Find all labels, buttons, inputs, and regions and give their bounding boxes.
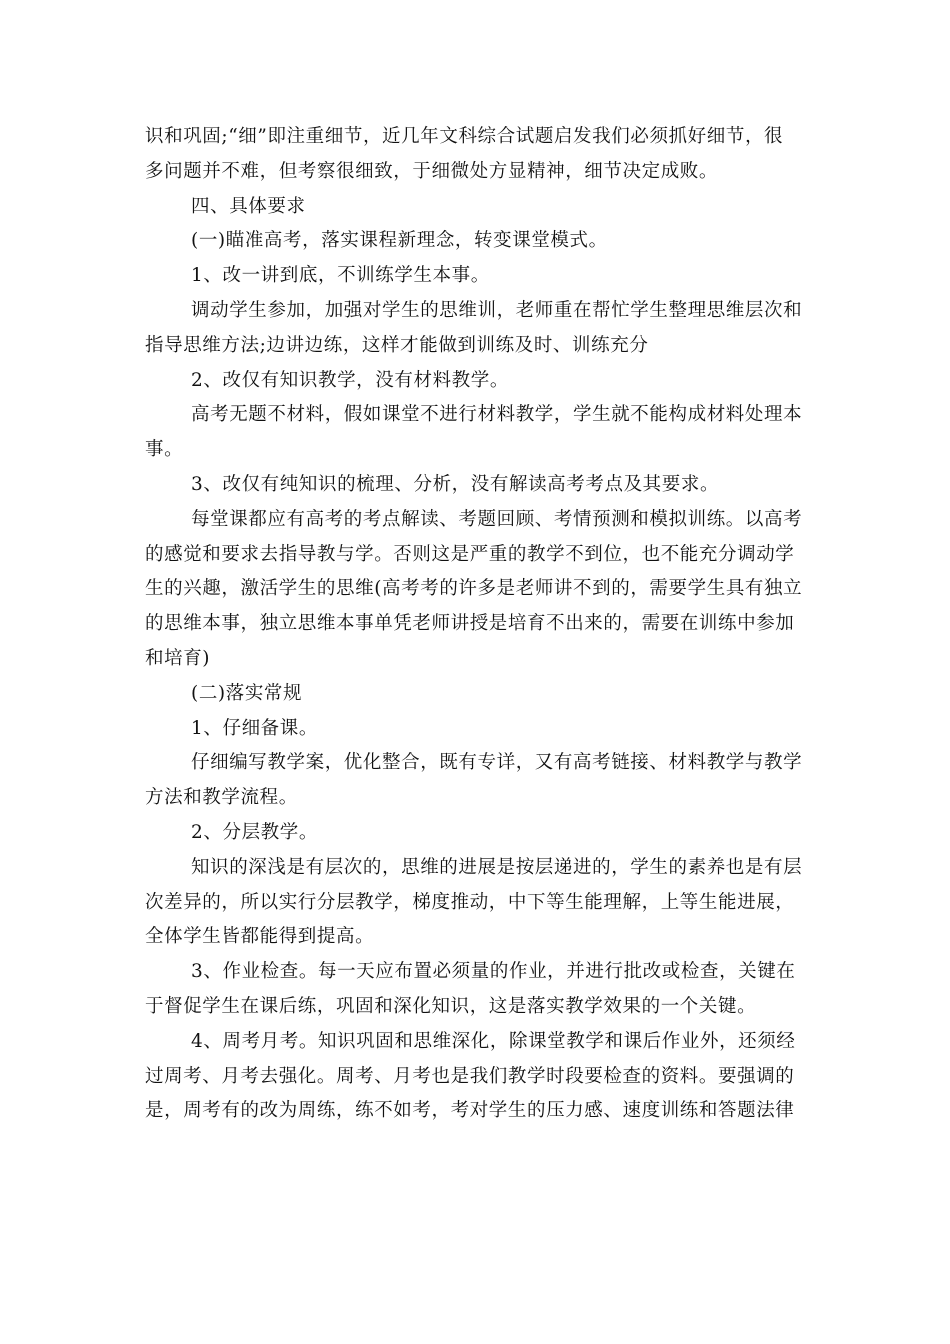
text-line: 调动学生参加，加强对学生的思维训，老师重在帮忙学生整理思维层次和 [191, 299, 803, 321]
item-heading: 2、改仅有知识教学，没有材料教学。 [191, 369, 509, 391]
text-line: 指导思维方法;边讲边练，这样才能做到训练及时、训练充分 [145, 334, 649, 356]
text-line: 识和巩固;“细”即注重细节，近几年文科综合试题启发我们必须抓好细节，很 [145, 126, 784, 147]
item-heading: 2、分层教学。 [191, 821, 318, 843]
text-line: 4、周考月考。知识巩固和思维深化，除课堂教学和课后作业外，还须经 [191, 1030, 796, 1052]
subsection-heading: (二)落实常规 [191, 682, 303, 704]
text-line: 的感觉和要求去指导教与学。否则这是严重的教学不到位，也不能充分调动学 [145, 543, 795, 565]
item-heading: 3、改仅有纯知识的梳理、分析，没有解读高考考点及其要求。 [191, 473, 720, 495]
text-line: 于督促学生在课后练，巩固和深化知识，这是落实教学效果的一个关键。 [145, 995, 757, 1017]
document-body [145, 120, 810, 1129]
text-line: 是，周考有的改为周练，练不如考，考对学生的压力感、速度训练和答题法律 [145, 1100, 795, 1122]
text-line: 过周考、月考去强化。周考、月考也是我们教学时段要检查的资料。要强调的 [145, 1065, 795, 1087]
text-line: 每堂课都应有高考的考点解读、考题回顾、考情预测和模拟训练。以高考 [191, 508, 803, 530]
text-line: 仔细编写教学案，优化整合，既有专详，又有高考链接、材料教学与教学 [191, 752, 803, 774]
item-heading: 1、改一讲到底，不训练学生本事。 [191, 265, 490, 287]
text-line: 高考无题不材料，假如课堂不进行材料教学，学生就不能构成材料处理本 [191, 404, 803, 426]
section-heading: 四、具体要求 [191, 195, 306, 217]
text-line: 3、作业检查。每一天应布置必须量的作业，并进行批改或检查，关键在 [191, 961, 796, 983]
text-line: 知识的深浅是有层次的，思维的进展是按层递进的，学生的素养也是有层 [191, 856, 803, 878]
text-line: 的思维本事，独立思维本事单凭老师讲授是培育不出来的，需要在训练中参加 [145, 613, 795, 635]
text-line: 生的兴趣，激活学生的思维(高考考的许多是老师讲不到的，需要学生具有独立 [145, 578, 803, 600]
text-line: 次差异的，所以实行分层教学，梯度推动，中下等生能理解，上等生能进展， [145, 891, 795, 913]
text-line: 多问题并不难，但考察很细致，于细微处方显精神，细节决定成败。 [145, 160, 719, 182]
text-line: 事。 [145, 439, 184, 461]
subsection-heading: (一)瞄准高考，落实课程新理念，转变课堂模式。 [191, 230, 608, 252]
text-line: 方法和教学流程。 [145, 787, 298, 809]
text-line: 和培育) [145, 647, 211, 669]
item-heading: 1、仔细备课。 [191, 717, 318, 739]
text-line: 全体学生皆都能得到提高。 [145, 926, 375, 948]
